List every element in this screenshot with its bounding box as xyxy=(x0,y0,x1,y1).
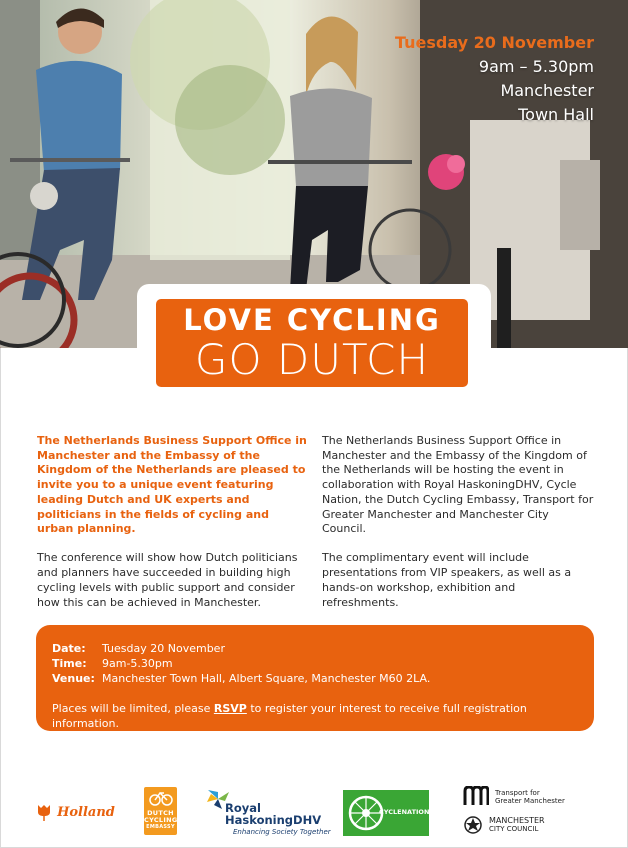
rh-tagline: Enhancing Society Together xyxy=(233,828,331,836)
tfgm-line2: Greater Manchester xyxy=(495,797,565,805)
details-venue-label: Venue: xyxy=(52,672,95,685)
intro-paragraph: The Netherlands Business Support Office in Manchester and the Embassy of the Kingdom of the Netherlands are pleased to invite you to a unique event featuring leading Dutch and UK experts and politicians in the fields of cycling and urban planning. xyxy=(37,434,307,536)
event-time: 9am – 5.30pm xyxy=(478,57,594,76)
bicycle-icon xyxy=(149,790,173,806)
dce-line-embassy: EMBASSY xyxy=(146,824,175,830)
details-date-label: Date: xyxy=(52,642,86,655)
hosting-paragraph: The Netherlands Business Support Office in Manchester and the Embassy of the Kingdom of the Netherlands will be hosting the event in collaboration with Royal HaskoningDHV, Cycle Nation, the Dutch Cycling Embassy, Transport for Greater Manchester and Manchester City Council. xyxy=(322,434,594,536)
mcc-line1: MANCHESTER xyxy=(489,816,545,825)
details-time-value: 9am-5.30pm xyxy=(102,657,173,670)
details-date-row xyxy=(52,641,225,656)
cyclenation-logo xyxy=(343,790,429,836)
tfgm-line1: Transport for xyxy=(495,789,540,797)
dce-line-dutch: DUTCH xyxy=(147,809,174,817)
dutch-cycling-embassy-logo xyxy=(144,787,177,835)
details-venue-value: Manchester Town Hall, Albert Square, Manchester M60 2LA. xyxy=(102,672,431,685)
left-column xyxy=(37,434,309,625)
holland-logo xyxy=(36,801,115,821)
rsvp-link[interactable]: RSVP xyxy=(213,702,247,715)
logo-line-love-cycling: LOVE CYCLING xyxy=(183,303,441,337)
logo-line-go-dutch: GO DUTCH xyxy=(194,335,430,384)
right-column xyxy=(322,434,594,625)
event-place-city: Manchester xyxy=(500,81,594,100)
places-text-after: to register your interest to receive full registration information. xyxy=(52,702,527,730)
details-date-value: Tuesday 20 November xyxy=(102,642,225,655)
holland-wordmark: Holland xyxy=(57,805,115,820)
event-date-time-place xyxy=(395,31,594,127)
dce-line-cycling: CYCLING xyxy=(144,816,178,824)
places-limited-text xyxy=(52,701,594,731)
details-time-label: Time: xyxy=(52,657,87,670)
tulip-icon xyxy=(36,803,52,821)
mcc-line2: CITY COUNCIL xyxy=(489,825,539,833)
council-crest-icon xyxy=(463,815,483,835)
tfgm-m-icon xyxy=(463,786,489,806)
rh-line-royal: Royal xyxy=(225,801,261,815)
details-venue-row xyxy=(52,671,430,686)
event-date: Tuesday 20 November xyxy=(394,33,594,52)
places-text-before: Places will be limited, please xyxy=(52,702,214,715)
event-details-box xyxy=(36,625,594,731)
event-place-venue: Town Hall xyxy=(518,105,594,124)
cyclenation-wordmark: CYCLENATION xyxy=(379,808,430,816)
details-time-row xyxy=(52,656,173,671)
rh-line-haskoningdhv: HaskoningDHV xyxy=(225,813,322,827)
event-includes-paragraph: The complimentary event will include presentations from VIP speakers, as well as a hands-on workshop, exhibition and refreshments. xyxy=(322,551,572,609)
love-cycling-go-dutch-logo xyxy=(156,299,468,387)
conference-paragraph: The conference will show how Dutch politicians and planners have succeeded in building high cycling levels with public support and consider how this can be achieved in Manchester. xyxy=(37,551,298,609)
